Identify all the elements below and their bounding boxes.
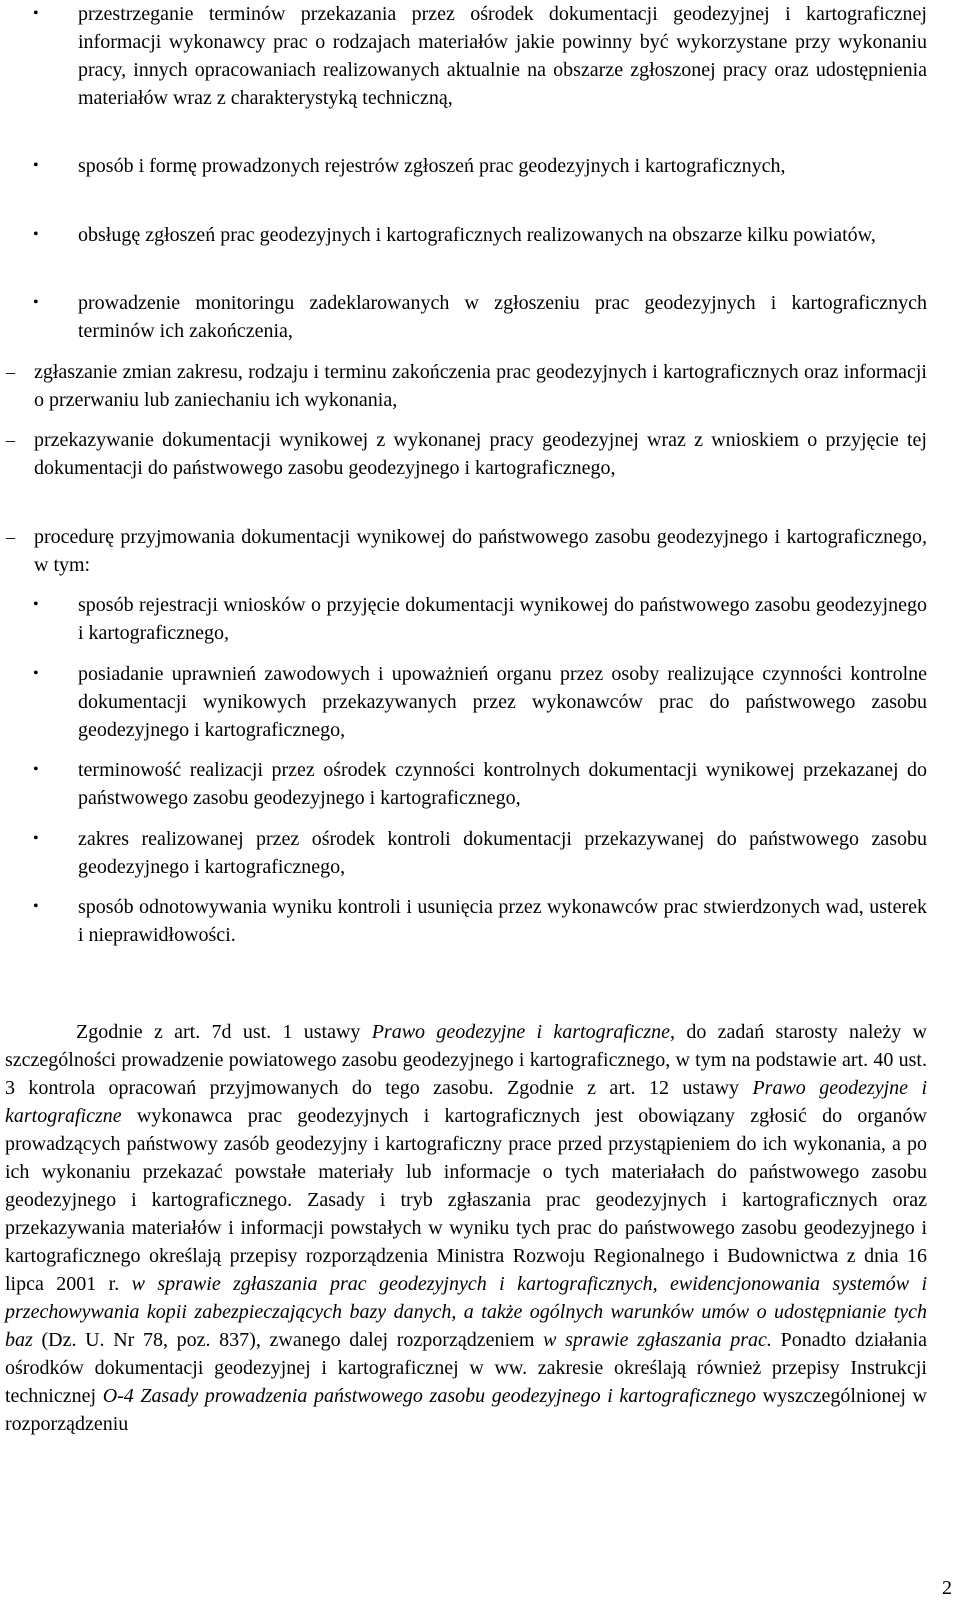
- paragraph-text: wyszczególnionej w rozporządzeniu: [5, 1385, 927, 1435]
- list-item-text: zgłaszanie zmian zakresu, rodzaju i terminu zakończenia prac geodezyjnych i kartograficznych oraz informacji o przerwaniu lub zaniechaniu ich wykonania,: [34, 361, 927, 411]
- paragraph-text: , do zadań starosty należy w szczególności prowadzenie powiatowego zasobu geodezyjnego i kartograficznego, w tym na podstawie art. 40 ust. 3 kontrola opracowań przyjmowanych do tego zasobu. Zgodnie z art. 12 ustawy: [5, 1021, 927, 1099]
- list-item-text: zakres realizowanej przez ośrodek kontroli dokumentacji przekazywanej do państwowego zasobu geodezyjnego i kartograficznego,: [78, 828, 927, 878]
- act-title: Prawo geodezyjne i kartograficzne: [5, 1077, 928, 1127]
- act-title: Prawo geodezyjne i kartograficzne: [371, 1021, 671, 1043]
- list-item-text: przestrzeganie terminów przekazania przez ośrodek dokumentacji geodezyjnej i kartograficznej informacji wykonawcy prac o rodzajach materiałów jakie powinny być wykorzystane przy wykonaniu pracy, innych opracowaniach realizowanych aktualnie na obszarze zgłoszonej pracy oraz udostępnienia materiałów wraz z charakterystyką techniczną,: [78, 3, 927, 109]
- paragraph-text: Zgodnie z art. 7d ust. 1 ustawy: [76, 1021, 372, 1043]
- paragraph-text: (Dz. U. Nr 78, poz. 837), zwanego dalej rozporządzeniem: [32, 1329, 544, 1351]
- bullet-marker: •: [33, 898, 39, 915]
- list-item-text: procedurę przyjmowania dokumentacji wynikowej do państwowego zasobu geodezyjnego i kartograficznego, w tym:: [34, 526, 927, 576]
- dash-marker: –: [6, 362, 15, 382]
- bullet-marker: •: [33, 157, 39, 174]
- dash-marker: –: [6, 430, 15, 450]
- list-item-text: sposób rejestracji wniosków o przyjęcie dokumentacji wynikowej do państwowego zasobu geodezyjnego i kartograficznego,: [78, 594, 927, 644]
- regulation-title: w sprawie zgłaszania prac geodezyjnych i kartograficznych, ewidencjonowania systemów i przechowywania kopii zabezpieczających bazy danych, a także ogólnych warunków umów o udostępnianie tych baz: [5, 1273, 927, 1351]
- bullet-marker: •: [33, 294, 39, 311]
- list-item-text: prowadzenie monitoringu zadeklarowanych w zgłoszeniu prac geodezyjnych i kartograficznych terminów ich zakończenia,: [78, 292, 927, 342]
- body-paragraph: [5, 1018, 927, 1438]
- dash-marker: –: [6, 527, 15, 547]
- list-item-text: posiadanie uprawnień zawodowych i upoważnień organu przez osoby realizujące czynności kontrolne dokumentacji wynikowych przekazywanych przez wykonawców prac do państwowego zasobu geodezyjnego i kartograficznego,: [78, 663, 927, 741]
- bullet-marker: •: [33, 665, 39, 682]
- regulation-short-title: w sprawie zgłaszania prac.: [543, 1329, 772, 1351]
- page-number: 2: [942, 1577, 952, 1599]
- list-item-text: sposób i formę prowadzonych rejestrów zgłoszeń prac geodezyjnych i kartograficznych,: [78, 155, 786, 177]
- bullet-marker: •: [33, 596, 39, 613]
- list-item-text: sposób odnotowywania wyniku kontroli i usunięcia przez wykonawców prac stwierdzonych wad, usterek i nieprawidłowości.: [78, 896, 927, 946]
- bullet-marker: •: [33, 5, 39, 22]
- list-item-text: przekazywanie dokumentacji wynikowej z wykonanej pracy geodezyjnej wraz z wnioskiem o przyjęcie tej dokumentacji do państwowego zasobu geodezyjnego i kartograficznego,: [34, 429, 927, 479]
- paragraph-text: Ponadto działania ośrodków dokumentacji geodezyjnej i kartograficznej w ww. zakresie określają również przepisy Instrukcji technicznej: [5, 1329, 927, 1407]
- list-item-text: obsługę zgłoszeń prac geodezyjnych i kartograficznych realizowanych na obszarze kilku powiatów,: [78, 224, 876, 246]
- list-item-text: terminowość realizacji przez ośrodek czynności kontrolnych dokumentacji wynikowej przekazanej do państwowego zasobu geodezyjnego i kartograficznego,: [78, 759, 927, 809]
- bullet-marker: •: [33, 761, 39, 778]
- bullet-marker: •: [33, 830, 39, 847]
- paragraph-text: wykonawca prac geodezyjnych i kartograficznych jest obowiązany zgłosić do organów prowadzących państwowy zasób geodezyjny i kartograficzny prace przed przystąpieniem do ich wykonania, a po ich wykonaniu przekazać powstałe materiały lub informacje o tych materiałach do państwowego zasobu geodezyjnego i kartograficznego. Zasady i tryb zgłaszania prac geodezyjnych i kartograficznych oraz przekazywania materiałów i informacji powstałych w wyniku tych prac do państwowego zasobu geodezyjnego i kartograficznego określają przepisy rozporządzenia Ministra Rozwoju Regionalnego i Budownictwa z dnia 16 lipca 2001 r.: [5, 1105, 927, 1295]
- bullet-marker: •: [33, 226, 39, 243]
- instruction-title: O-4 Zasady prowadzenia państwowego zasobu geodezyjnego i kartograficznego: [102, 1385, 757, 1407]
